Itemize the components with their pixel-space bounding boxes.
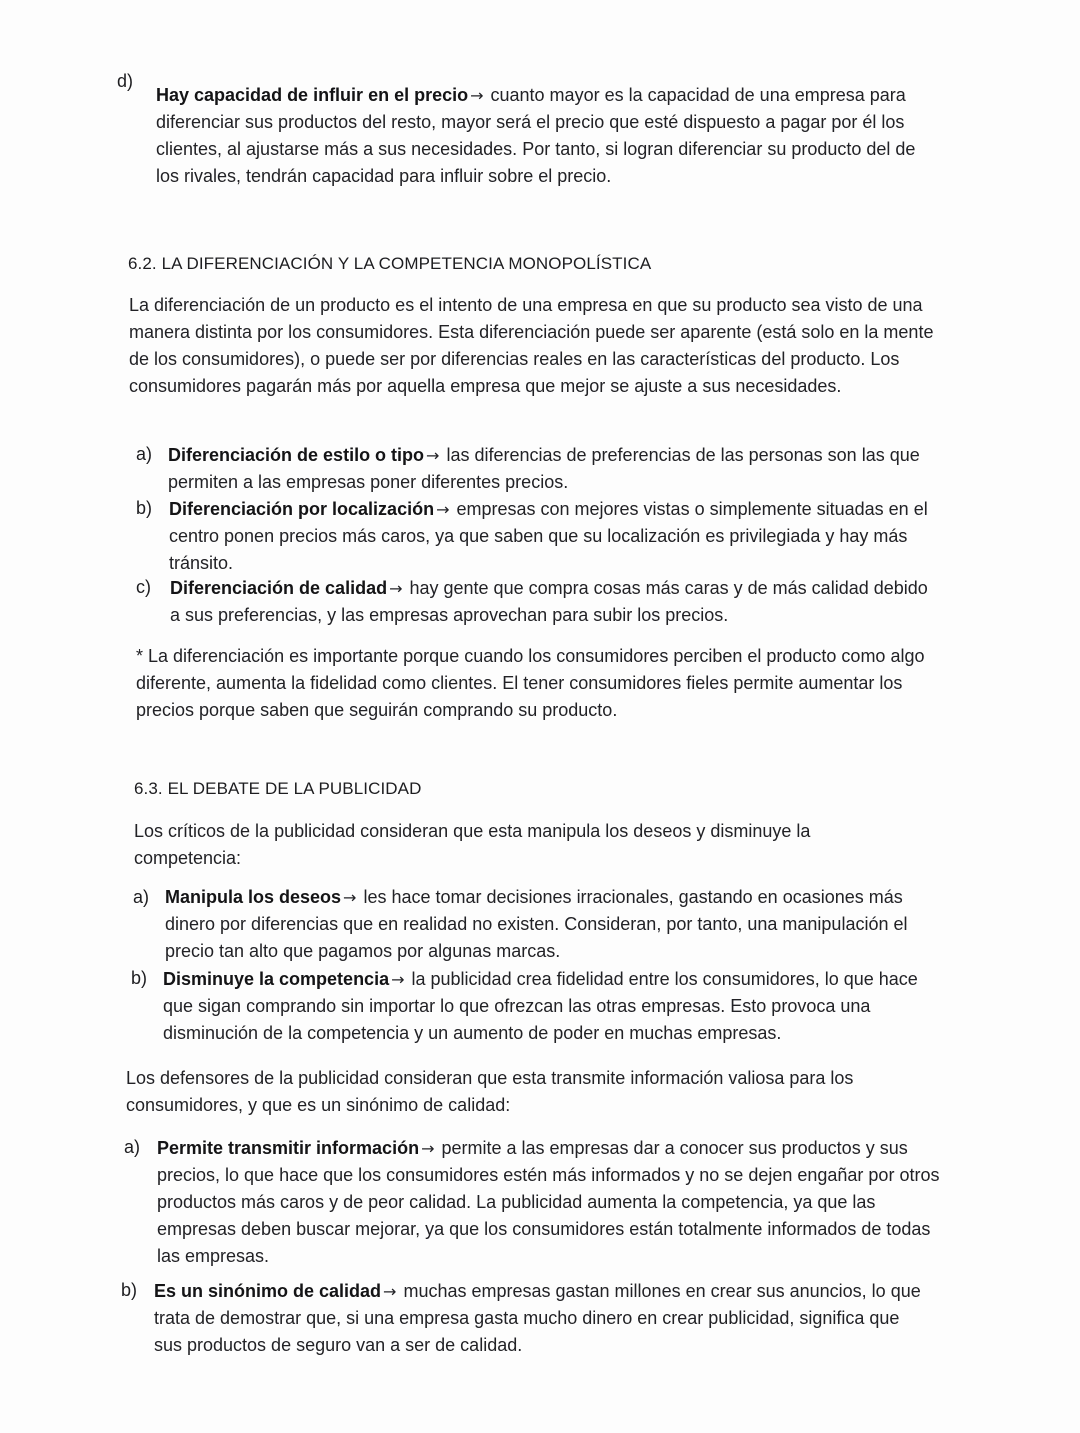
term-label: Diferenciación de calidad	[170, 578, 388, 598]
right-arrow-icon: →	[421, 1139, 435, 1158]
list-marker: b)	[136, 498, 153, 518]
list-marker: b)	[131, 968, 148, 988]
list-marker: c)	[136, 577, 151, 597]
list-item-calidad	[170, 575, 940, 629]
right-arrow-icon: →	[470, 86, 484, 105]
list-item-influir-precio	[156, 82, 942, 190]
list-marker: a)	[124, 1137, 141, 1157]
right-arrow-icon: →	[436, 500, 450, 519]
right-arrow-icon: →	[389, 579, 403, 598]
item-text: las diferencias de preferencias de las personas son las que permiten a las empresas poner diferentes precios.	[168, 445, 920, 492]
list-item-localizacion	[169, 496, 929, 577]
list-item-disminuye-competencia	[163, 966, 923, 1047]
paragraph-defensores-intro: Los defensores de la publicidad consideran que esta transmite información valiosa para los consumidores, y que es un sinónimo de calidad:	[126, 1068, 854, 1115]
item-text: permite a las empresas dar a conocer sus productos y sus precios, lo que hace que los consumidores estén más informados y no se dejen engañar por otros productos más caros y de peor calidad. La publicidad aumenta la competencia, ya que las empresas deben buscar mejorar, ya que los consumidores están totalmente informados de todas las empresas.	[157, 1138, 940, 1266]
term-label: Hay capacidad de influir en el precio	[156, 85, 469, 105]
list-marker: a)	[136, 444, 153, 464]
right-arrow-icon: →	[391, 970, 405, 989]
paragraph-criticos-intro: Los críticos de la publicidad consideran que esta manipula los deseos y disminuye la competencia:	[134, 821, 811, 868]
paragraph-diferenciacion-intro: La diferenciación de un producto es el intento de una empresa en que su producto sea visto de una manera distinta por los consumidores. Esta diferenciación puede ser aparente (está solo en la mente de los consumidores), o puede ser por diferencias reales en las características del producto. Los consumidores pagarán más por aquella empresa que mejor se ajuste a sus necesidades.	[129, 295, 934, 396]
list-marker: b)	[121, 1280, 138, 1300]
term-label: Permite transmitir información	[157, 1138, 420, 1158]
list-item-sinonimo-calidad	[154, 1278, 929, 1359]
list-item-estilo-tipo	[168, 442, 938, 496]
item-text: muchas empresas gastan millones en crear sus anuncios, lo que trata de demostrar que, si una empresa gasta mucho dinero en crear publicidad, significa que sus productos de seguro van a ser de calidad.	[154, 1281, 921, 1355]
list-item-transmitir-informacion	[157, 1135, 952, 1270]
list-marker: d)	[117, 71, 134, 91]
note-diferenciacion: * La diferenciación es importante porque cuando los consumidores perciben el producto como algo diferente, aumenta la fidelidad como clientes. El tener consumidores fieles permite aumentar los precios porque saben que seguirán comprando su producto.	[136, 646, 925, 720]
term-label: Disminuye la competencia	[163, 969, 390, 989]
right-arrow-icon: →	[383, 1282, 397, 1301]
term-label: Diferenciación por localización	[169, 499, 435, 519]
item-text: hay gente que compra cosas más caras y de más calidad debido a sus preferencias, y las empresas aprovechan para subir los precios.	[170, 578, 928, 625]
right-arrow-icon: →	[343, 888, 357, 907]
list-item-manipula-deseos	[165, 884, 935, 965]
item-text: la publicidad crea fidelidad entre los consumidores, lo que hace que sigan comprando sin importar lo que ofrezcan las otras empresas. Esto provoca una disminución de la competencia y un aumento de poder en muchas empresas.	[163, 969, 918, 1043]
term-label: Diferenciación de estilo o tipo	[168, 445, 425, 465]
term-label: Manipula los deseos	[165, 887, 342, 907]
section-heading-6-3: 6.3. EL DEBATE DE LA PUBLICIDAD	[134, 779, 422, 798]
term-label: Es un sinónimo de calidad	[154, 1281, 382, 1301]
item-text: les hace tomar decisiones irracionales, gastando en ocasiones más dinero por diferencias que en realidad no existen. Consideran, por tanto, una manipulación el precio tan alto que pagamos por algunas marcas.	[165, 887, 908, 961]
item-text: empresas con mejores vistas o simplemente situadas en el centro ponen precios más caros, ya que saben que su localización es privilegiada y hay más tránsito.	[169, 499, 928, 573]
item-text: cuanto mayor es la capacidad de una empresa para diferenciar sus productos del resto, mayor será el precio que esté dispuesto a pagar por él los clientes, al ajustarse más a sus necesidades. Por tanto, si logran diferenciar su producto del de los rivales, tendrán capacidad para influir sobre el precio.	[156, 85, 916, 186]
right-arrow-icon: →	[426, 446, 440, 465]
list-marker: a)	[133, 887, 150, 907]
section-heading-6-2: 6.2. LA DIFERENCIACIÓN Y LA COMPETENCIA MONOPOLÍSTICA	[128, 254, 652, 273]
